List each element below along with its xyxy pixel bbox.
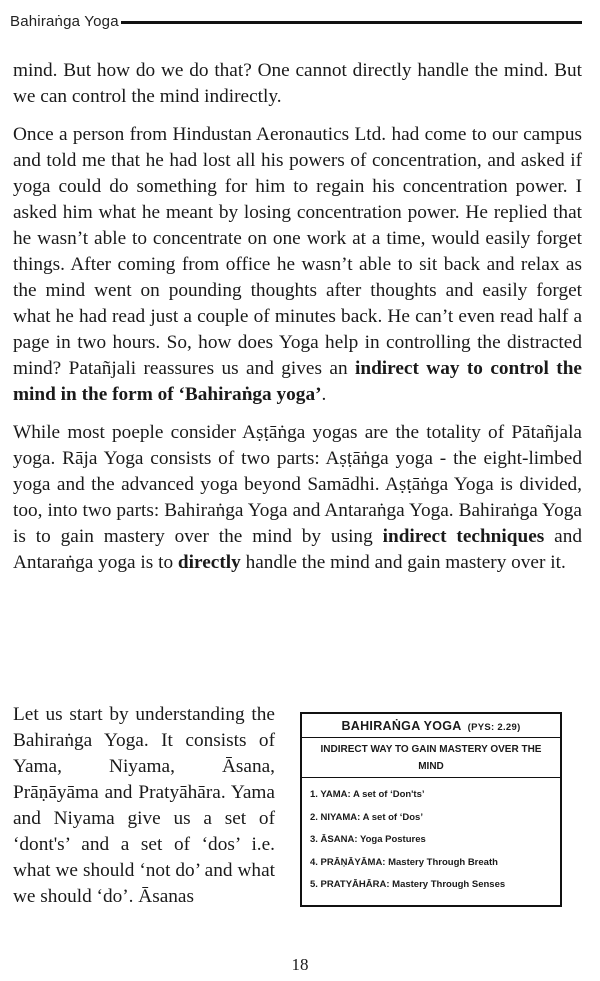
- box-title: [302, 714, 560, 738]
- page-number: 18: [291, 955, 309, 974]
- box-list: [302, 778, 560, 905]
- paragraph-3-text-c: handle the mind and gain mastery over it.: [240, 552, 566, 573]
- box-list-item-asana: 3. ĀSANA: Yoga Postures: [310, 834, 426, 845]
- running-head: [10, 10, 582, 32]
- paragraph-3-text-b: and Antaraṅga yoga is to: [13, 526, 582, 573]
- running-head-rule: [121, 21, 582, 24]
- box-title-reference: (PYS: 2.29): [467, 722, 521, 733]
- paragraph-2-text: Once a person from Hindustan Aeronautics Ltd. had come to our campus and told me that he had lost all his powers of concentration, and asked if yoga could do something for him to regain his concentration power. I asked him what he meant by losing concentration power. He replied that he wasn’t able to concentrate on one work at a time, would easily forget things. After coming from office he wasn’t able to sit back and relax as the mind went on pounding thoughts after thoughts and easily forget what he had read just a couple of minutes back. He can’t even read half a page in two hours. So, how does Yoga help in controlling the distracted mind? Patañjali reassures us and gives an: [13, 124, 582, 379]
- paragraph-2-emphasis: indirect way to control the mind in the form of ‘Bahiraṅga yoga’: [13, 358, 582, 405]
- body-text: [13, 58, 582, 588]
- paragraph-3-emphasis-indirect: indirect techniques: [382, 526, 545, 547]
- running-head-title: Bahiraṅga Yoga: [10, 12, 119, 30]
- box-list-item-pratyahara: 5. PRATYĀHĀRA: Mastery Through Senses: [310, 879, 506, 890]
- box-list-item-niyama: 2. NIYAMA: A set of ‘Dos’: [310, 811, 423, 823]
- paragraph-3: [13, 420, 582, 576]
- box-list-item-pranayama: 4. PRĀṆĀYĀMA: Mastery Through Breath: [310, 856, 498, 868]
- paragraph-2: [13, 122, 582, 408]
- paragraph-1: mind. But how do we do that? One cannot directly handle the mind. But we can control the mind indirectly.: [13, 60, 582, 107]
- box-list-item-yama: 1. YAMA: A set of ‘Don'ts’: [310, 789, 425, 800]
- paragraph-3-emphasis-directly: directly: [177, 552, 241, 573]
- paragraph-2-end: .: [321, 384, 327, 405]
- box-title-text: BAHIRAṄGA YOGA: [341, 719, 462, 733]
- paragraph-3-text-a: While most poeple consider Aṣṭāṅga yogas are the totality of Pātañjala yoga. Rāja Yoga consists of two parts: Aṣṭāṅga yoga - the eight-limbed yoga and the advanced yoga beyond Samādhi. Aṣṭāṅga Yoga is divided, too, into two parts: Bahiraṅga Yoga and Antaraṅga Yoga. Bahiraṅga Yoga is to gain mastery over the mind by using: [13, 422, 582, 547]
- paragraph-4: Let us start by understanding the Bahiraṅga Yoga. It consists of Yama, Niyama, Āsana, Prāṇāyāma and Pratyāhāra. Yama and Niyama give us a set of ‘dont's’ and a set of ‘dos’ i.e. what we should ‘not do’ and what we should ‘do’. Āsanas: [13, 704, 275, 907]
- bahiranga-yoga-box: [300, 712, 562, 907]
- box-subtitle: INDIRECT WAY TO GAIN MASTERY OVER THE MIND: [302, 738, 560, 778]
